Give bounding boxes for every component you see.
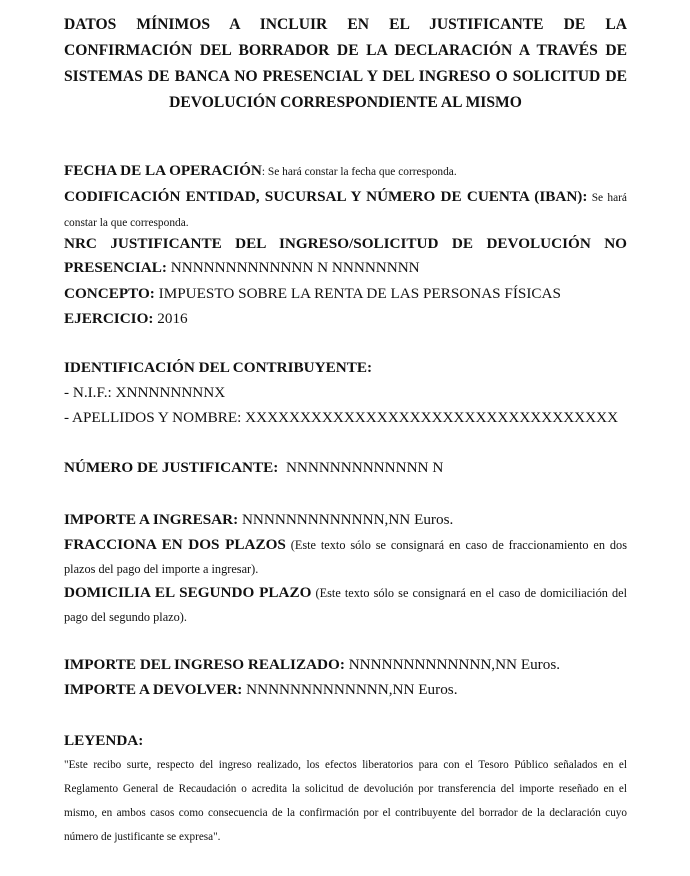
leyenda-heading: LEYENDA: — [64, 732, 144, 749]
contribuyente-heading: IDENTIFICACIÓN DEL CONTRIBUYENTE: — [64, 359, 373, 376]
ejercicio-label: EJERCICIO: — [64, 310, 154, 327]
ejercicio-value: 2016 — [153, 310, 188, 327]
justificante-label: NÚMERO DE JUSTIFICANTE: — [64, 459, 279, 476]
domicilia-note: (Este texto sólo se consignará en el caso de domiciliación del pago del segundo plazo). — [64, 586, 627, 624]
fracciona-note: (Este texto sólo se consignará en caso de fraccionamiento en dos plazos del pago del importe a ingresar). — [64, 538, 627, 576]
importe-ingresar — [64, 508, 627, 532]
concepto-value: IMPUESTO SOBRE LA RENTA DE LAS PERSONAS FÍSICAS — [154, 285, 561, 302]
concepto-label: CONCEPTO: — [64, 285, 155, 302]
importe-realizado-value: NNNNNNNNNNNNN,NN Euros. — [344, 656, 561, 673]
fecha-operacion — [64, 159, 627, 184]
fracciona-label: FRACCIONA EN DOS PLAZOS — [64, 536, 286, 553]
importe-ingresar-value: NNNNNNNNNNNNN,NN Euros. — [238, 511, 454, 528]
domicilia-plazo — [64, 581, 627, 629]
fracciona-plazos — [64, 533, 627, 581]
contribuyente-nombre: - APELLIDOS Y NOMBRE: XXXXXXXXXXXXXXXXXXXXXXXXXXXXXXXXXX — [64, 409, 619, 426]
fecha-note: : Se hará constar la fecha que corresponda. — [261, 166, 457, 178]
codificacion-label: CODIFICACIÓN ENTIDAD, SUCURSAL Y NÚMERO DE CUENTA (IBAN): — [64, 188, 588, 205]
concepto — [64, 282, 627, 306]
importe-realizado — [64, 653, 627, 677]
importe-devolver-label: IMPORTE A DEVOLVER: — [64, 681, 243, 698]
nrc-label: NRC JUSTIFICANTE DEL INGRESO/SOLICITUD DE DEVOLUCIÓN NO PRESENCIAL: — [64, 235, 627, 276]
importe-devolver-value: NNNNNNNNNNNNN,NN Euros. — [242, 681, 458, 698]
nrc-value: NNNNNNNNNNNNN N NNNNNNNN — [166, 259, 420, 276]
domicilia-label: DOMICILIA EL SEGUNDO PLAZO — [64, 584, 312, 601]
document-title: DATOS MÍNIMOS A INCLUIR EN EL JUSTIFICANTE DE LA CONFIRMACIÓN DEL BORRADOR DE LA DECLARACIÓN A TRAVÉS DE SISTEMAS DE BANCA NO PRESENCIAL Y DEL INGRESO O SOLICITUD DE DEVOLUCIÓN CORRESPONDIENTE AL MISMO — [64, 16, 627, 111]
contribuyente-nif: - N.I.F.: XNNNNNNNNX — [64, 384, 226, 401]
justificante-value: NNNNNNNNNNNNN N — [278, 459, 444, 476]
codificacion-note: Se hará constar la que corresponda. — [64, 192, 627, 229]
importe-ingresar-label: IMPORTE A INGRESAR: — [64, 511, 239, 528]
leyenda-text: "Este recibo surte, respecto del ingreso realizado, los efectos liberatorios para con el Tesoro Público señalados en el Reglamento General de Recaudación o acredita la solicitud de devolución por transferencia del importe reseñado en el mismo, en ambos casos como consecuencia de la confirmación por el contribuyente del borrador de la declaración cuyo número de justificante se expresa". — [64, 759, 627, 843]
importe-devolver — [64, 678, 627, 702]
fecha-label: FECHA DE LA OPERACIÓN — [64, 162, 262, 179]
importe-realizado-label: IMPORTE DEL INGRESO REALIZADO: — [64, 656, 345, 673]
ejercicio — [64, 307, 627, 331]
nrc-justificante — [64, 232, 627, 280]
codificacion-cuenta — [64, 185, 627, 235]
numero-justificante — [64, 456, 627, 480]
